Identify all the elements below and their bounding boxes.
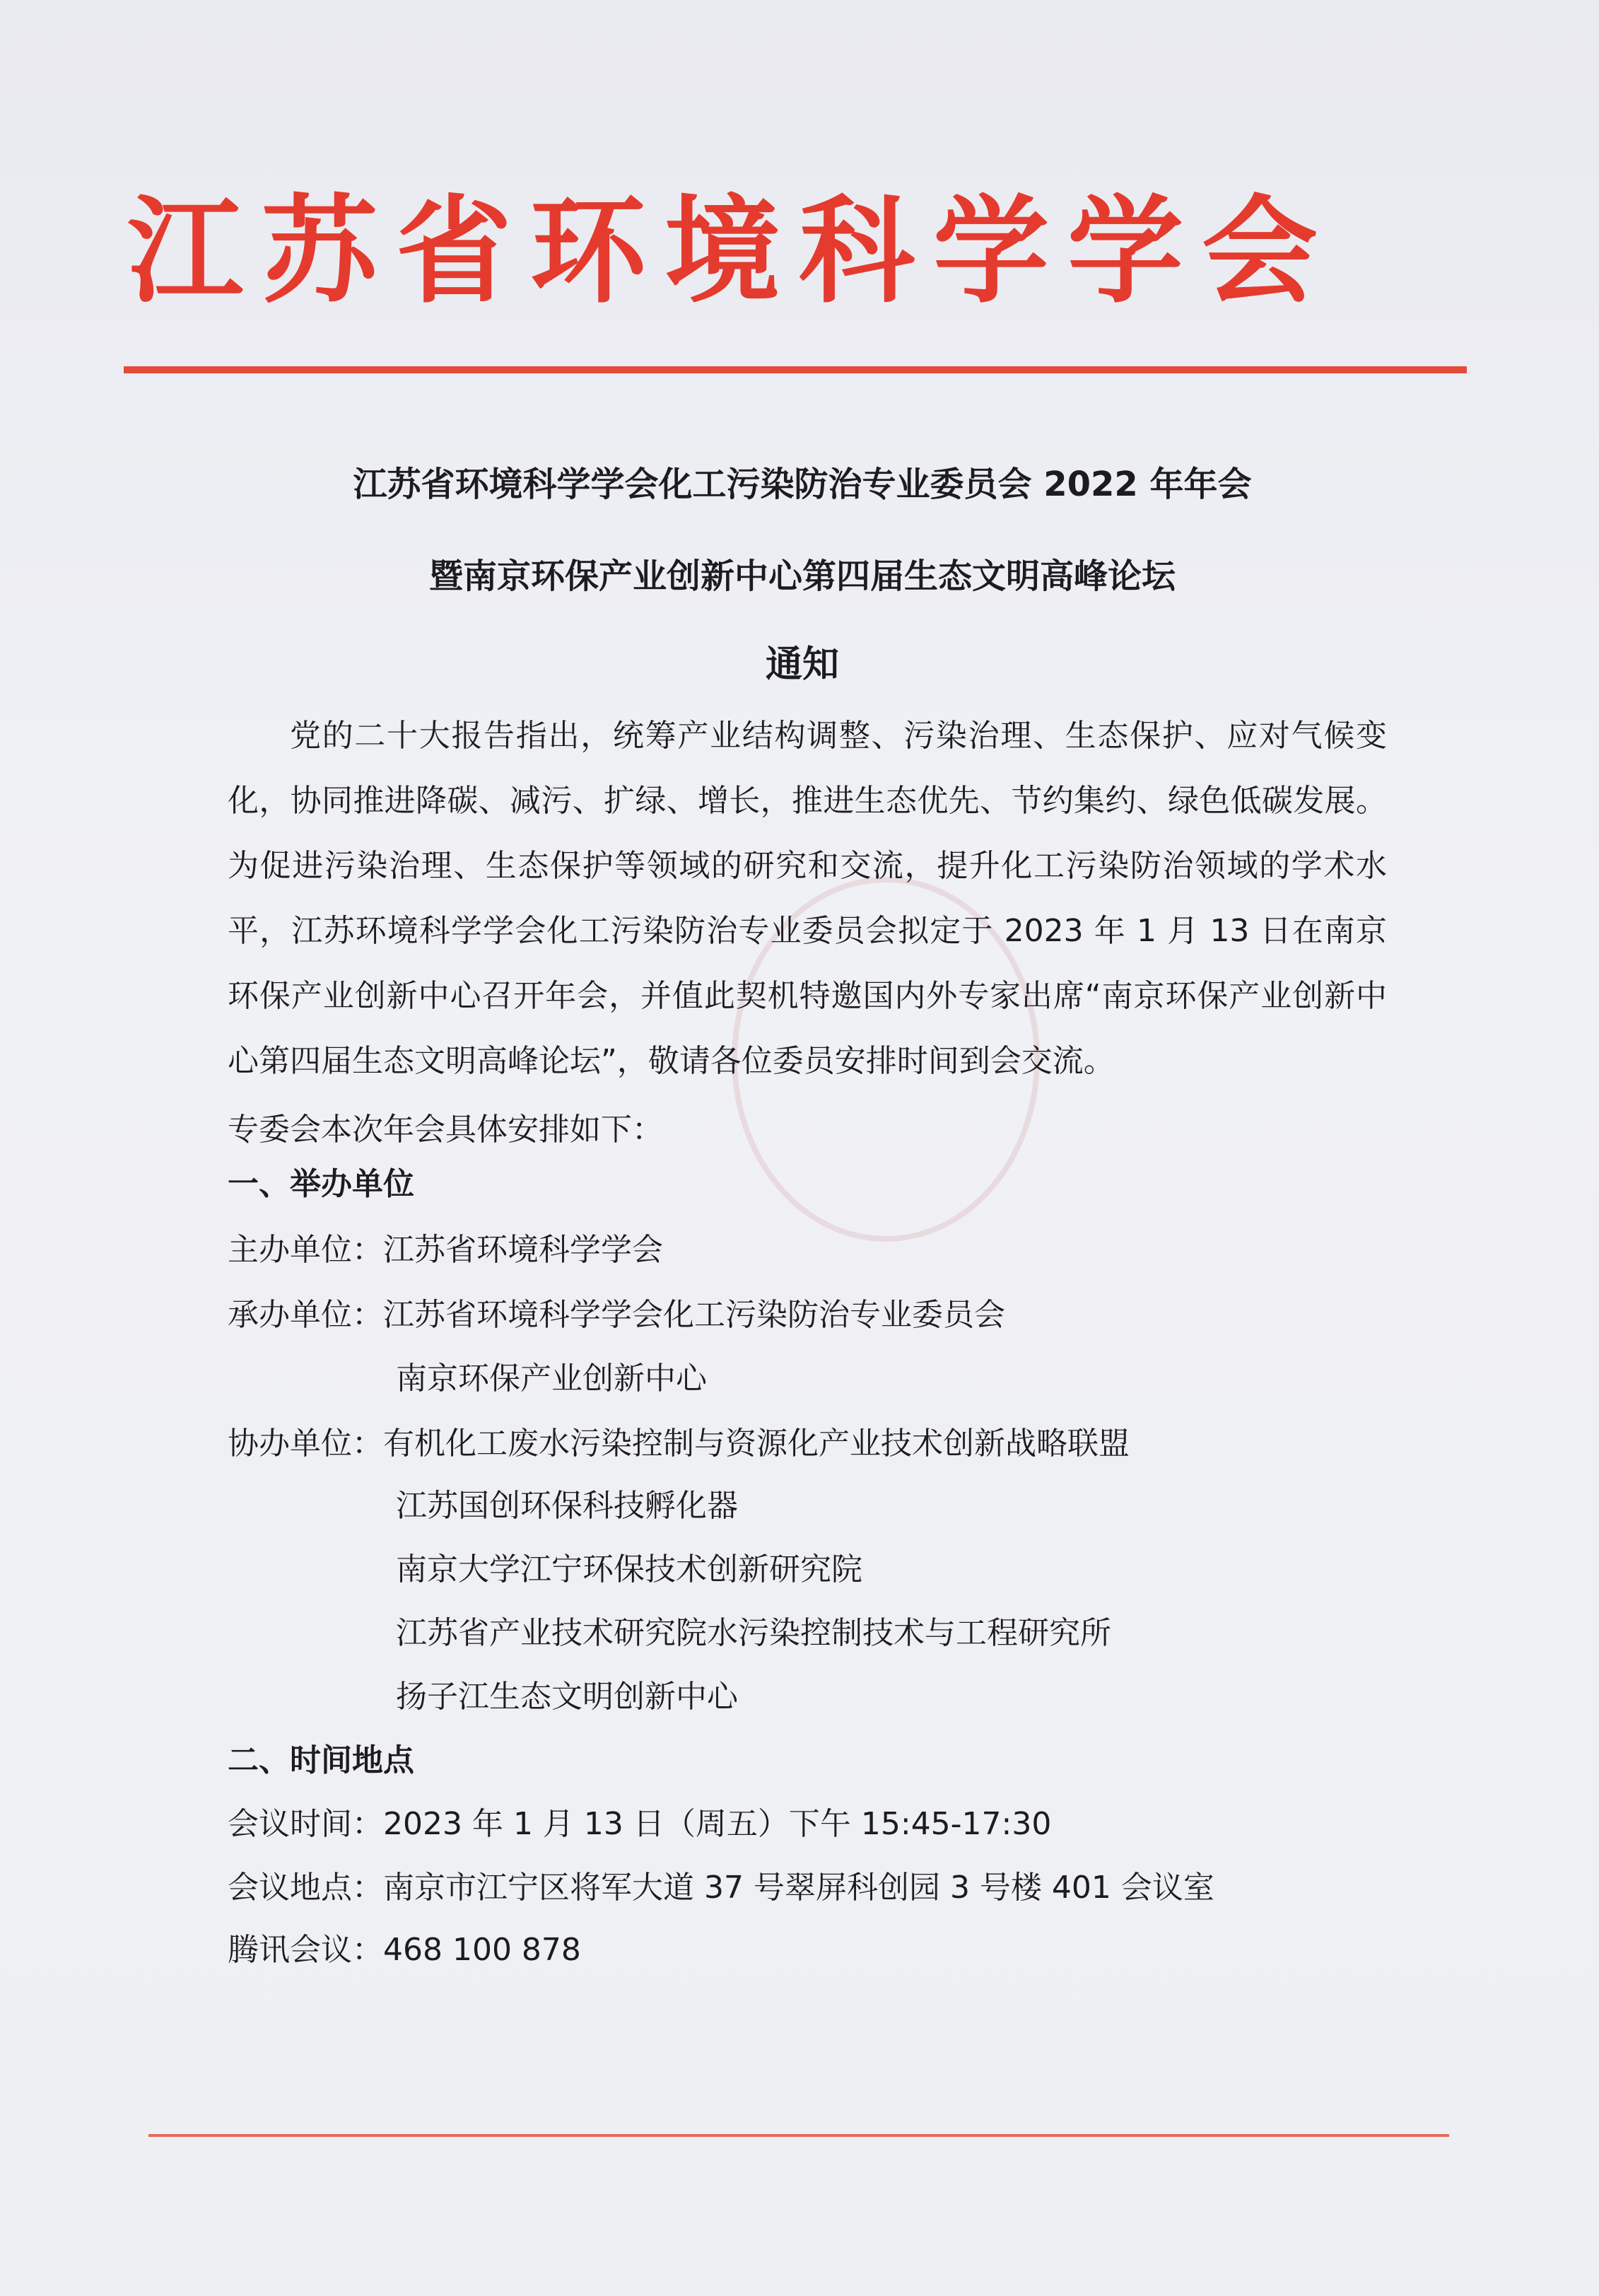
notice-heading: 通知 [765,643,839,686]
host-unit: 主办单位：江苏省环境科学学会 [228,1232,663,1268]
section-1-heading: 一、举办单位 [228,1166,414,1202]
organizer-unit-1: 承办单位：江苏省环境科学学会化工污染防治专业委员会 [228,1297,1005,1333]
meeting-time: 会议时间：2023 年 1 月 13 日（周五）下午 15:45-17:30 [228,1806,1052,1842]
co-organizer-5: 扬子江生态文明创新中心 [396,1679,738,1715]
co-organizer-1: 协办单位：有机化工废水污染控制与资源化产业技术创新战略联盟 [228,1426,1130,1462]
co-organizer-4: 江苏省产业技术研究院水污染控制技术与工程研究所 [396,1615,1111,1651]
co-organizer-2: 江苏国创环保科技孵化器 [396,1488,738,1524]
arrangement-line: 专委会本次年会具体安排如下： [228,1112,663,1148]
section-2-heading: 二、时间地点 [228,1742,414,1778]
tencent-meeting-id: 腾讯会议：468 100 878 [228,1932,581,1968]
organizer-unit-2: 南京环保产业创新中心 [396,1360,707,1397]
letterhead-title: 江苏省环境科学学会 [127,182,1337,319]
letterhead-divider [124,366,1467,373]
intro-paragraph: 党的二十大报告指出，统筹产业结构调整、污染治理、生态保护、应对气候变化，协同推进降碳、减污、扩绿、增长，推进生态优先、节约集约、绿色低碳发展。为促进污染治理、生态保护等领域的研究和交流，提升化工污染防治领域的学术水平，江苏环境科学学会化工污染防治专业委员会拟定于 2023 年 1 月 13 日在南京环保产业创新中心召开年会，并值此契机特邀国内外专家出席“南京环保产业创新中心第四届生态文明高峰论坛”，敬请各位委员安排时间到会交流。 [228,718,1387,1079]
document-title-line-1: 江苏省环境科学学会化工污染防治专业委员会 2022 年年会 [353,465,1252,504]
co-organizer-3: 南京大学江宁环保技术创新研究院 [396,1551,862,1587]
document-title-line-2: 暨南京环保产业创新中心第四届生态文明高峰论坛 [428,556,1176,596]
meeting-place: 会议地点：南京市江宁区将军大道 37 号翠屏科创园 3 号楼 401 会议室 [228,1870,1214,1906]
footer-divider [148,2134,1449,2137]
